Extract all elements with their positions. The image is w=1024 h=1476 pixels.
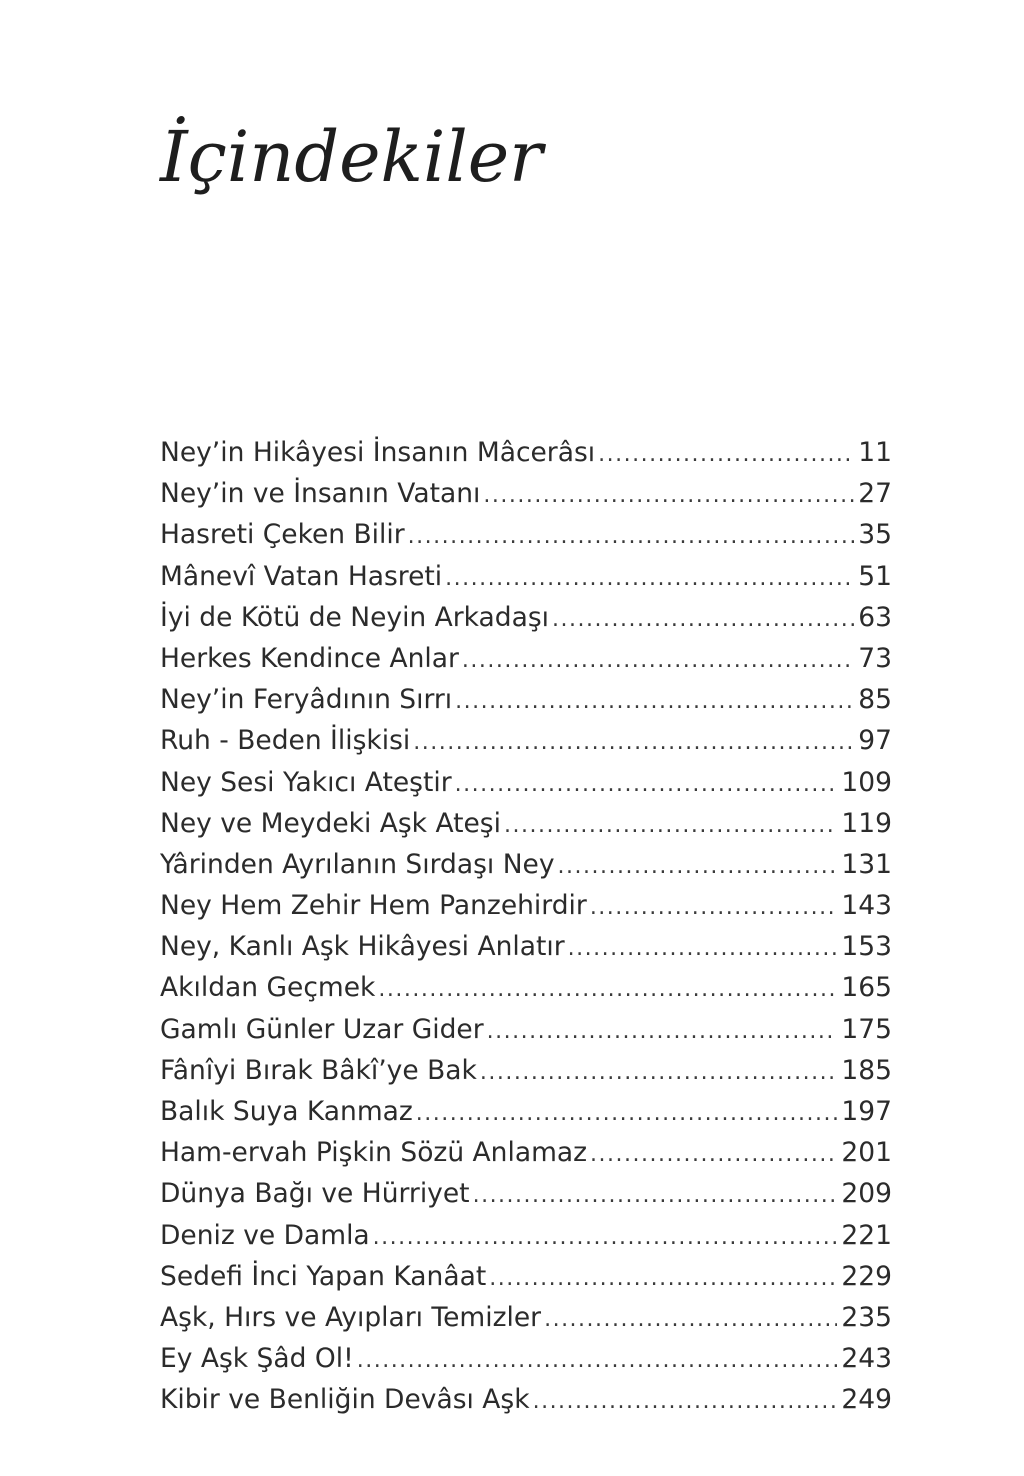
toc-entry-page-number: 97 (858, 725, 892, 757)
toc-entry-title: Sedefi İnci Yapan Kanâat (160, 1260, 487, 1292)
page-title: İçindekiler (160, 116, 543, 198)
toc-entry (160, 1137, 892, 1178)
dot-leader (558, 854, 838, 879)
dot-leader (533, 1389, 838, 1414)
dot-leader (416, 1101, 838, 1126)
toc-entry (160, 808, 892, 849)
toc-entry-page-number: 131 (841, 848, 892, 880)
toc-entry (160, 561, 892, 602)
dot-leader (408, 524, 855, 549)
toc-entry-page-number: 143 (841, 890, 892, 922)
toc-entry-title: Yârinden Ayrılanın Sırdaşı Ney (160, 848, 555, 880)
toc-entry (160, 725, 892, 766)
toc-entry (160, 931, 892, 972)
toc-entry (160, 643, 892, 684)
toc-entry (160, 1261, 892, 1302)
toc-entry (160, 972, 892, 1013)
toc-entry-title: Kibir ve Benliğin Devâsı Aşk (160, 1384, 530, 1416)
toc-entry-page-number: 73 (858, 642, 892, 674)
toc-entry-page-number: 153 (841, 931, 892, 963)
toc-entry-title: Ney’in ve İnsanın Vatanı (160, 478, 481, 510)
dot-leader (455, 772, 838, 797)
dot-leader (462, 648, 854, 673)
toc-entry-title: Hasreti Çeken Bilir (160, 519, 405, 551)
toc-entry-title: Ney Hem Zehir Hem Panzehirdir (160, 890, 587, 922)
toc-entry-page-number: 35 (858, 519, 892, 551)
toc-entry (160, 849, 892, 890)
toc-entry-title: Mânevî Vatan Hasreti (160, 560, 443, 592)
toc-entry (160, 1055, 892, 1096)
toc-entry (160, 1343, 892, 1384)
toc-entry-page-number: 63 (858, 601, 892, 633)
toc-entry (160, 1302, 892, 1343)
toc-entry-title: Ney, Kanlı Aşk Hikâyesi Anlatır (160, 931, 565, 963)
toc-entry-title: Ham-ervah Pişkin Sözü Anlamaz (160, 1137, 588, 1169)
toc-entry-title: İyi de Kötü de Neyin Arkadaşı (160, 601, 550, 633)
toc-entry-page-number: 165 (841, 972, 892, 1004)
toc-entry-title: Deniz ve Damla (160, 1219, 370, 1251)
toc-entry-page-number: 235 (841, 1301, 892, 1333)
toc-entry-title: Ey Aşk Şâd Ol! (160, 1343, 354, 1375)
toc-entry-page-number: 175 (841, 1013, 892, 1045)
toc-entry (160, 767, 892, 808)
toc-entry (160, 890, 892, 931)
toc-entry (160, 1178, 892, 1219)
toc-entry-title: Gamlı Günler Uzar Gider (160, 1013, 484, 1045)
toc-entry (160, 602, 892, 643)
dot-leader (413, 730, 854, 755)
dot-leader (483, 483, 854, 508)
toc-entry-page-number: 185 (841, 1054, 892, 1086)
toc-entry-page-number: 11 (858, 437, 892, 468)
dot-leader (473, 1183, 838, 1208)
toc-entry-title: Herkes Kendince Anlar (160, 642, 459, 674)
toc-entry-page-number: 209 (841, 1178, 892, 1210)
dot-leader (480, 1060, 838, 1085)
dot-leader (487, 1019, 838, 1044)
dot-leader (504, 813, 837, 838)
toc-entry-page-number: 27 (858, 478, 892, 510)
toc-entry-page-number: 197 (841, 1096, 892, 1127)
toc-entry (160, 1014, 892, 1055)
toc-entry (160, 1096, 892, 1137)
toc-entry (160, 437, 892, 478)
dot-leader (373, 1225, 838, 1250)
dot-leader (590, 1142, 837, 1167)
toc-entry (160, 519, 892, 560)
toc-entry-page-number: 119 (841, 807, 892, 839)
toc-entry-title: Ney ve Meydeki Aşk Ateşi (160, 807, 501, 839)
toc-entry-title: Fânîyi Bırak Bâkî’ye Bak (160, 1054, 477, 1086)
dot-leader (568, 936, 838, 961)
dot-leader (378, 977, 837, 1002)
table-of-contents (160, 437, 892, 1426)
toc-entry-title: Akıldan Geçmek (160, 972, 376, 1004)
dot-leader (552, 607, 854, 632)
toc-entry-page-number: 221 (841, 1219, 892, 1251)
dot-leader (489, 1266, 837, 1291)
dot-leader (544, 1307, 837, 1332)
toc-entry-title: Balık Suya Kanmaz (160, 1096, 413, 1127)
toc-entry-title: Ney’in Feryâdının Sırrı (160, 684, 453, 716)
toc-entry-page-number: 249 (841, 1384, 892, 1416)
dot-leader (598, 442, 854, 467)
toc-entry (160, 684, 892, 725)
toc-entry-title: Dünya Bağı ve Hürriyet (160, 1178, 470, 1210)
toc-entry-page-number: 51 (858, 560, 892, 592)
toc-entry-title: Ney Sesi Yakıcı Ateştir (160, 766, 452, 798)
toc-entry-title: Aşk, Hırs ve Ayıpları Temizler (160, 1301, 542, 1333)
dot-leader (590, 895, 838, 920)
toc-entry (160, 1384, 892, 1425)
toc-entry-title: Ney’in Hikâyesi İnsanın Mâcerâsı (160, 437, 596, 468)
toc-entry-page-number: 229 (841, 1260, 892, 1292)
dot-leader (455, 689, 854, 714)
toc-entry-page-number: 85 (858, 684, 892, 716)
dot-leader (357, 1348, 838, 1373)
toc-entry-page-number: 201 (841, 1137, 892, 1169)
toc-entry-page-number: 109 (841, 766, 892, 798)
toc-entry-title: Ruh - Beden İlişkisi (160, 725, 411, 757)
dot-leader (445, 566, 854, 591)
toc-entry-page-number: 243 (841, 1343, 892, 1375)
toc-entry (160, 478, 892, 519)
toc-entry (160, 1220, 892, 1261)
